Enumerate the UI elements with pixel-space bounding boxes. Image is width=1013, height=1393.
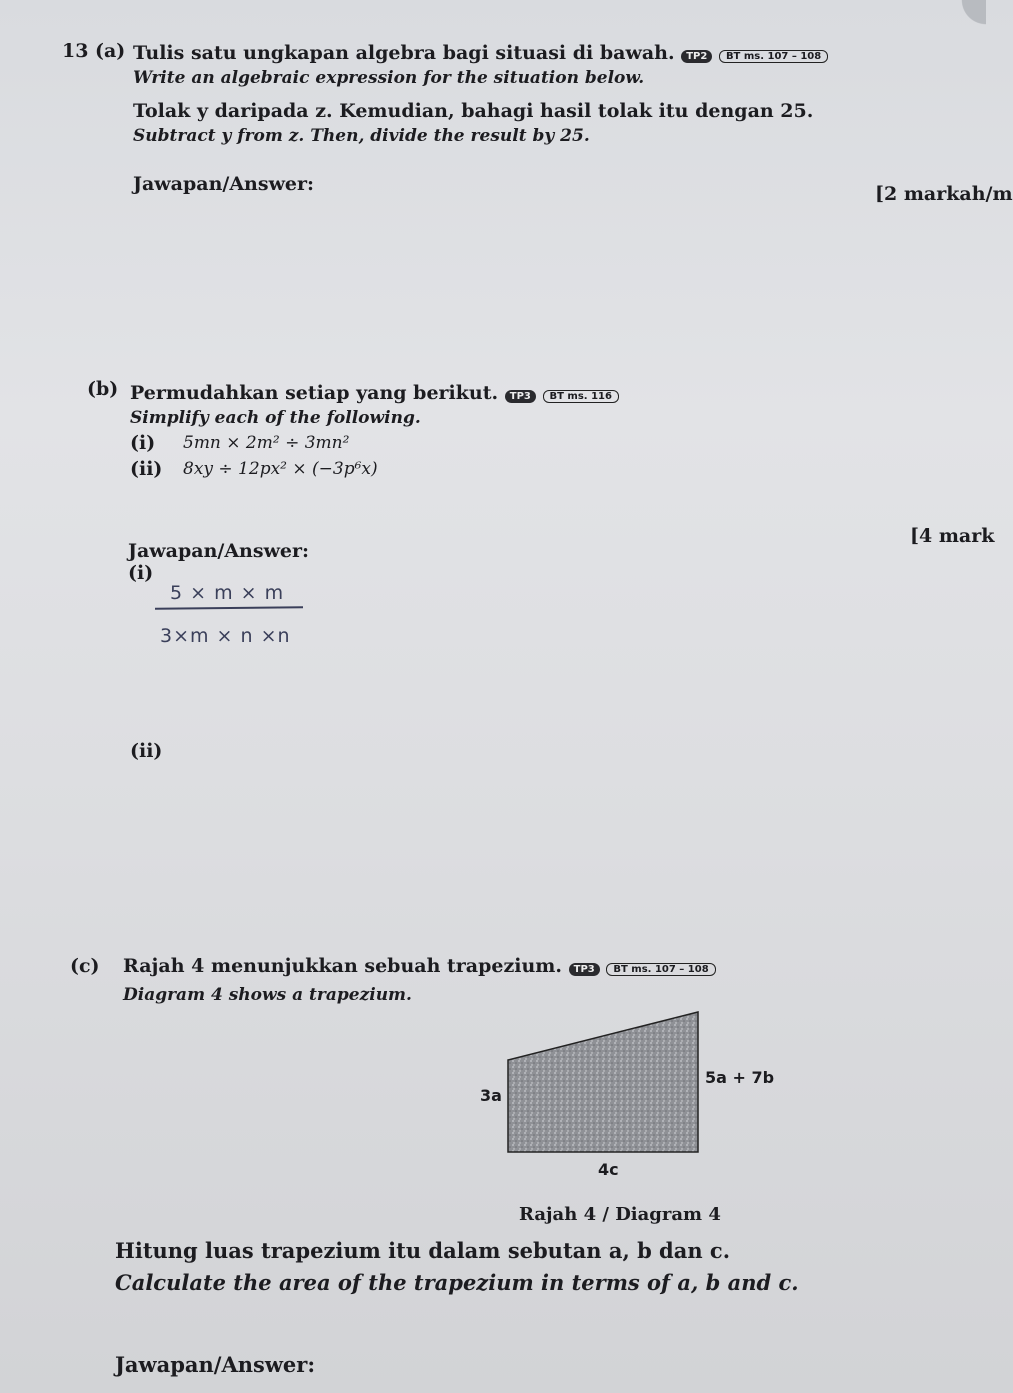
- handwritten-fraction-bar: [155, 606, 303, 610]
- part-b-instruction-ms: Permudahkan setiap yang berikut. TP3 BT ms. 116: [130, 382, 619, 404]
- bt-page-ref: BT ms. 116: [543, 390, 619, 403]
- part-a-marks: [2 markah/m: [875, 183, 1013, 205]
- part-b-i-expression: 5mn × 2m² ÷ 3mn²: [183, 433, 350, 453]
- part-c-instruction-en: Diagram 4 shows a trapezium.: [123, 985, 412, 1005]
- part-b-answer-label: Jawapan/Answer:: [128, 540, 310, 562]
- tp-badge: TP3: [505, 390, 536, 403]
- part-a-instruction-en: Write an algebraic expression for the situation below.: [133, 68, 645, 88]
- side-bottom-label: 4c: [598, 1160, 619, 1179]
- part-a-situation-en: Subtract y from z. Then, divide the result by 25.: [133, 126, 590, 146]
- trapezium-shape: [508, 1012, 698, 1152]
- part-b-label: (b): [87, 378, 119, 400]
- tp-badge: TP2: [681, 50, 712, 63]
- part-b-i-label: (i): [130, 432, 156, 454]
- handwritten-denominator: 3×m × n ×n: [160, 625, 291, 647]
- part-a-label: (a): [95, 40, 126, 62]
- part-b-instruction-en: Simplify each of the following.: [130, 408, 421, 428]
- part-b-marks: [4 mark: [910, 525, 995, 547]
- part-b-ii-expression: 8xy ÷ 12px² × (−3p⁶x): [183, 459, 378, 479]
- part-a-situation-ms: Tolak y daripada z. Kemudian, bahagi hasil tolak itu dengan 25.: [133, 100, 814, 122]
- handwritten-numerator: 5 × m × m: [170, 582, 285, 604]
- side-right-label: 5a + 7b: [705, 1068, 775, 1087]
- question-number: 13: [62, 40, 89, 62]
- diagram-caption: Rajah 4 / Diagram 4: [519, 1204, 721, 1225]
- answer-ii-label: (ii): [130, 740, 163, 762]
- tp-badge: TP3: [569, 963, 600, 976]
- part-c-label: (c): [70, 955, 100, 977]
- page-corner-curl: [958, 0, 986, 28]
- bt-page-ref: BT ms. 107 – 108: [719, 50, 828, 63]
- answer-i-label: (i): [128, 562, 154, 584]
- side-left-label: 3a: [480, 1086, 502, 1105]
- part-b-ii-label: (ii): [130, 458, 163, 480]
- part-c-task-ms: Hitung luas trapezium itu dalam sebutan a, b dan c.: [115, 1238, 731, 1263]
- bt-page-ref: BT ms. 107 – 108: [606, 963, 715, 976]
- part-a-answer-label: Jawapan/Answer:: [133, 173, 315, 195]
- part-c-instruction-ms: Rajah 4 menunjukkan sebuah trapezium. TP3 BT ms. 107 – 108: [123, 955, 716, 977]
- part-c-task-en: Calculate the area of the trapezium in terms of a, b and c.: [115, 1270, 799, 1295]
- part-c-answer-label: Jawapan/Answer:: [115, 1352, 316, 1377]
- part-a-instruction-ms: Tulis satu ungkapan algebra bagi situasi di bawah. TP2 BT ms. 107 – 108: [133, 42, 828, 64]
